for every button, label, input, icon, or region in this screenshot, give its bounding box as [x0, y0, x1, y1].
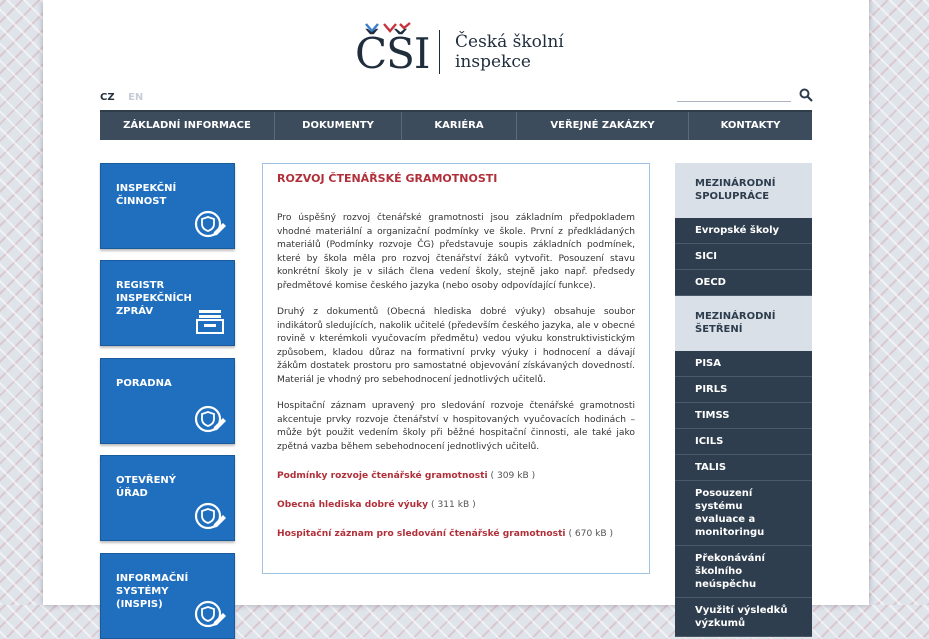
- download-item: [277, 499, 635, 512]
- tile-label: REGISTR INSPEKČNÍCH ZPRÁV: [116, 280, 192, 317]
- shield-pen-icon: [194, 208, 228, 240]
- archive-drawer-icon: [194, 305, 228, 337]
- page: [43, 0, 869, 629]
- tile-inspekcni-cinnost[interactable]: [100, 163, 235, 249]
- lang-en[interactable]: EN: [128, 92, 144, 103]
- tile-label: INSPEKČNÍ ČINNOST: [116, 183, 177, 207]
- download-item: [277, 470, 635, 483]
- shield-pen-icon: [194, 403, 228, 435]
- download-link-obecna-hlediska[interactable]: Obecná hlediska dobré výuky: [277, 500, 429, 510]
- tile-label: PORADNA: [116, 378, 172, 389]
- sidebar: [675, 163, 812, 637]
- download-link-hospitacni-zaznam[interactable]: Hospitační záznam pro sledování čtenářské gramotnosti: [277, 529, 566, 539]
- file-size: ( 311 kB ): [428, 500, 476, 510]
- logo-divider: [439, 30, 440, 74]
- main-nav: [100, 110, 812, 140]
- sidebar-item-posouzeni-systemu[interactable]: Posouzení systému evaluace a monitoringu: [675, 481, 812, 546]
- tile-label: OTEVŘENÝ ÚŘAD: [116, 475, 177, 499]
- sidebar-heading-spoluprace[interactable]: MEZINÁRODNÍ SPOLUPRÁCE: [675, 163, 812, 218]
- nav-item-dokumenty[interactable]: DOKUMENTY: [275, 112, 402, 140]
- tile-poradna[interactable]: [100, 358, 235, 444]
- file-size: ( 309 kB ): [487, 471, 536, 481]
- search-input[interactable]: [677, 88, 791, 102]
- article-paragraph: Druhý z dokumentů (Obecná hlediska dobré výuky) obsahuje soubor indikátorů sledujících, nakolik učitelé (především českého jazyka, ale v obecné rovině v kterémkoli vyučovacím předmětu) vedou výuku konstruktivistickým způsobem, kladou důraz na formativní prvky výuky i hodnocení a dávají žákům dostatek prostoru pro samostatné objevování získávaných dovedností. Materiál je vhodný pro sebehodnocení jednotlivých učitelů.: [277, 307, 635, 385]
- language-switch: [100, 92, 153, 103]
- tile-label: INFORMAČNÍ SYSTÉMY (INSPIS): [116, 573, 189, 610]
- tile-registr-inspekcnich-zprav[interactable]: [100, 260, 235, 346]
- shield-pen-icon: [194, 500, 228, 532]
- nav-item-kariera[interactable]: KARIÉRA: [402, 112, 517, 140]
- logo-name: [455, 32, 575, 72]
- sidebar-item-icils[interactable]: ICILS: [675, 429, 812, 455]
- logo-name-line2: inspekce: [455, 52, 531, 72]
- lang-cz[interactable]: CZ: [100, 92, 115, 103]
- sidebar-item-timss[interactable]: TIMSS: [675, 403, 812, 429]
- search-icon[interactable]: [799, 88, 813, 102]
- file-size: ( 670 kB ): [565, 529, 614, 539]
- sidebar-item-vyuziti-vysledku[interactable]: Využití výsledků výzkumů: [675, 598, 812, 637]
- sidebar-item-prekonavani-neuspechu[interactable]: Překonávání školního neúspěchu: [675, 546, 812, 598]
- shield-pen-icon: [194, 598, 228, 630]
- article: [262, 163, 650, 574]
- nav-item-verejne-zakazky[interactable]: VEŘEJNÉ ZAKÁZKY: [517, 112, 689, 140]
- sidebar-item-talis[interactable]: TALIS: [675, 455, 812, 481]
- download-item: [277, 528, 635, 541]
- article-paragraph: Hospitační záznam upravený pro sledování rozvoje čtenářské gramotnosti akcentuje prvky rozvoje čtenářství v hospitovaných vyučovacích hodinách – může být použit vedením školy při běžné hospitační činnosti, ale také jako zpětná vazba během sebehodnocení jednotlivých učitelů.: [277, 401, 635, 452]
- sidebar-item-oecd[interactable]: OECD: [675, 270, 812, 296]
- sidebar-item-pisa[interactable]: PISA: [675, 351, 812, 377]
- tile-informacni-systemy[interactable]: [100, 553, 235, 639]
- logo-abbreviation: ČŠI: [355, 29, 430, 78]
- tile-otevreny-urad[interactable]: [100, 455, 235, 541]
- sidebar-heading-setreni[interactable]: MEZINÁRODNÍ ŠETŘENÍ: [675, 296, 812, 351]
- sidebar-item-pirls[interactable]: PIRLS: [675, 377, 812, 403]
- sidebar-item-sici[interactable]: SICI: [675, 244, 812, 270]
- csi-logo[interactable]: [355, 22, 575, 80]
- sidebar-item-evropske-skoly[interactable]: Evropské školy: [675, 218, 812, 244]
- download-link-podminky[interactable]: Podmínky rozvoje čtenářské gramotnosti: [277, 471, 488, 481]
- logo-mark: [355, 22, 429, 76]
- nav-item-kontakty[interactable]: KONTAKTY: [720, 120, 781, 131]
- logo-name-line1: Česká školní: [455, 32, 564, 52]
- page-title: ROZVOJ ČTENÁŘSKÉ GRAMOTNOSTI: [277, 172, 498, 185]
- article-paragraph: Pro úspěšný rozvoj čtenářské gramotnosti jsou základním předpokladem vhodné materiální a organizační podmínky ve škole. První z předkládaných materiálů (Podmínky rozvoje ČG) představuje soupis základních podmínek, které by škola měla pro rozvoj čtenářství žáků vytvořit. Posouzení stavu konkrétní školy je v silách člena vedení školy, stejně jako např. předsedy předmětové komise českého jazyka (nebo osoby odpovídající funkce).: [277, 213, 635, 291]
- nav-item-zakladni-informace[interactable]: ZÁKLADNÍ INFORMACE: [100, 112, 275, 140]
